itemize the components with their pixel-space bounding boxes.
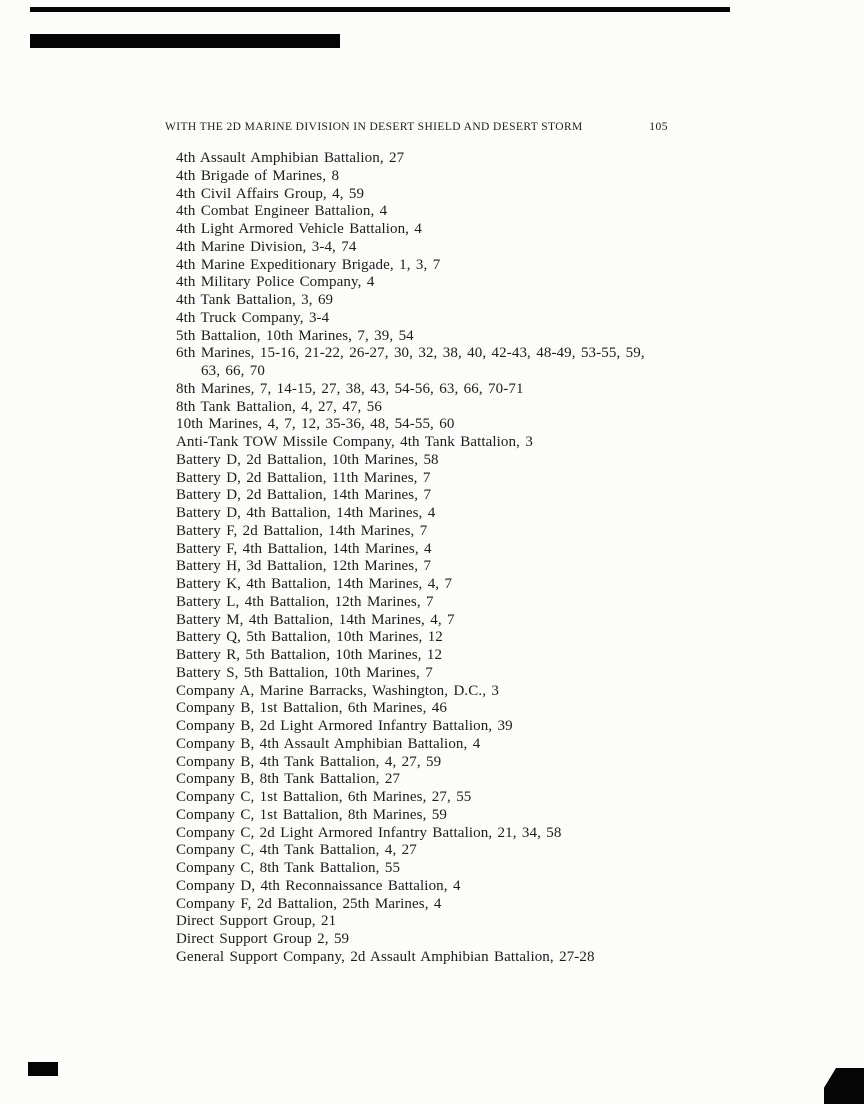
index-entry: Battery M, 4th Battalion, 14th Marines, 4, 7 bbox=[176, 611, 455, 628]
index-entry: 4th Brigade of Marines, 8 bbox=[176, 167, 340, 184]
index-entry: 4th Assault Amphibian Battalion, 27 bbox=[176, 150, 405, 166]
index-entry: Battery D, 2d Battalion, 11th Marines, 7 bbox=[176, 469, 431, 486]
index-entry: Company C, 1st Battalion, 8th Marines, 59 bbox=[176, 806, 447, 823]
index-entry: Company C, 2d Light Armored Infantry Battalion, 21, 34, 58 bbox=[176, 824, 562, 841]
index-entry: 4th Marine Expeditionary Brigade, 1, 3, 7 bbox=[176, 256, 441, 273]
index-entry-list bbox=[176, 150, 776, 967]
index-entry: 8th Marines, 7, 14-15, 27, 38, 43, 54-56, 63, 66, 70-71 bbox=[176, 380, 524, 397]
index-entry: General Support Company, 2d Assault Amphibian Battalion, 27-28 bbox=[176, 948, 595, 965]
index-entry: Company B, 4th Tank Battalion, 4, 27, 59 bbox=[176, 753, 442, 770]
index-entry: 5th Battalion, 10th Marines, 7, 39, 54 bbox=[176, 327, 414, 344]
scan-artifact-bottom-right bbox=[824, 1068, 864, 1104]
index-entry: Company A, Marine Barracks, Washington, D.C., 3 bbox=[176, 682, 500, 699]
index-entry: Battery D, 2d Battalion, 14th Marines, 7 bbox=[176, 487, 432, 504]
index-entry: 4th Marine Division, 3-4, 74 bbox=[176, 238, 357, 255]
index-entry: 4th Civil Affairs Group, 4, 59 bbox=[176, 185, 365, 202]
index-entry: 4th Light Armored Vehicle Battalion, 4 bbox=[176, 221, 422, 237]
scan-artifact-top-bar bbox=[30, 34, 340, 48]
index-entry: Battery Q, 5th Battalion, 10th Marines, 12 bbox=[176, 629, 443, 646]
index-entry: Direct Support Group, 21 bbox=[176, 913, 337, 930]
index-entry: Company F, 2d Battalion, 25th Marines, 4 bbox=[176, 895, 442, 912]
index-entry: Company C, 4th Tank Battalion, 4, 27 bbox=[176, 842, 417, 859]
index-entry: Company B, 2d Light Armored Infantry Battalion, 39 bbox=[176, 718, 513, 734]
index-entry: Company B, 8th Tank Battalion, 27 bbox=[176, 771, 401, 788]
page-number: 105 bbox=[649, 121, 668, 133]
index-entry: Battery F, 2d Battalion, 14th Marines, 7 bbox=[176, 522, 428, 539]
index-entry: Company B, 1st Battalion, 6th Marines, 46 bbox=[176, 700, 447, 717]
index-entry: Company C, 1st Battalion, 6th Marines, 27, 55 bbox=[176, 789, 472, 805]
index-entry: Battery H, 3d Battalion, 12th Marines, 7 bbox=[176, 558, 432, 575]
index-entry: Battery L, 4th Battalion, 12th Marines, 7 bbox=[176, 593, 434, 610]
index-entry: Company B, 4th Assault Amphibian Battalion, 4 bbox=[176, 735, 481, 752]
index-entry: 63, 66, 70 bbox=[201, 363, 265, 379]
running-header bbox=[165, 121, 668, 133]
index-entry: 4th Truck Company, 3-4 bbox=[176, 309, 330, 326]
index-entry: 8th Tank Battalion, 4, 27, 47, 56 bbox=[176, 398, 382, 415]
index-entry: Company D, 4th Reconnaissance Battalion, 4 bbox=[176, 877, 461, 894]
index-entry: Battery K, 4th Battalion, 14th Marines, 4, 7 bbox=[176, 576, 453, 592]
index-entry: 4th Tank Battalion, 3, 69 bbox=[176, 292, 334, 308]
index-entry: 4th Combat Engineer Battalion, 4 bbox=[176, 203, 388, 220]
index-entry: 10th Marines, 4, 7, 12, 35-36, 48, 54-55, 60 bbox=[176, 416, 455, 433]
index-entry: Anti-Tank TOW Missile Company, 4th Tank Battalion, 3 bbox=[176, 434, 533, 450]
scan-artifact-top-line bbox=[30, 7, 730, 12]
scan-artifact-bottom-left bbox=[28, 1062, 58, 1076]
index-entry: 4th Military Police Company, 4 bbox=[176, 274, 375, 291]
index-entry: Direct Support Group 2, 59 bbox=[176, 931, 350, 947]
index-entry: Battery S, 5th Battalion, 10th Marines, 7 bbox=[176, 664, 433, 681]
index-entry: 6th Marines, 15-16, 21-22, 26-27, 30, 32, 38, 40, 42-43, 48-49, 53-55, 59, bbox=[176, 345, 645, 362]
index-entry: Battery F, 4th Battalion, 14th Marines, 4 bbox=[176, 540, 432, 557]
index-entry: Company C, 8th Tank Battalion, 55 bbox=[176, 860, 401, 876]
running-header-title: WITH THE 2D MARINE DIVISION IN DESERT SHIELD AND DESERT STORM bbox=[165, 121, 583, 133]
index-entry: Battery R, 5th Battalion, 10th Marines, 12 bbox=[176, 647, 443, 663]
index-entry: Battery D, 4th Battalion, 14th Marines, 4 bbox=[176, 505, 436, 521]
index-entry: Battery D, 2d Battalion, 10th Marines, 58 bbox=[176, 451, 439, 468]
